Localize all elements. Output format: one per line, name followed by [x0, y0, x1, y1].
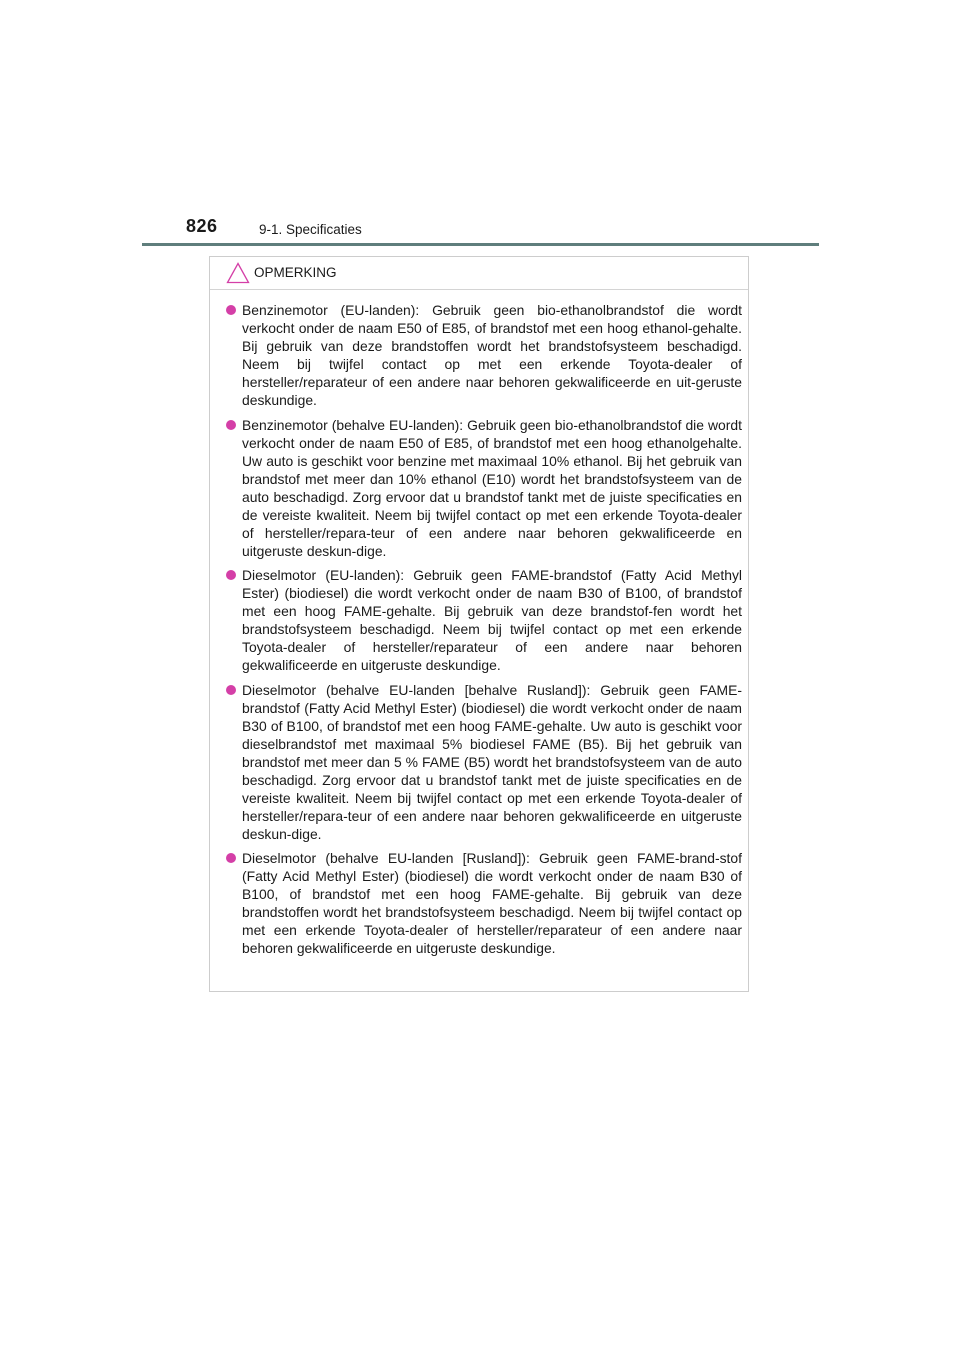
- notice-box: [209, 256, 749, 992]
- bullet-icon: [226, 685, 236, 695]
- list-item: [242, 849, 742, 957]
- bullet-icon: [226, 420, 236, 430]
- bullet-icon: [226, 853, 236, 863]
- notice-title: OPMERKING: [254, 265, 337, 280]
- list-item: [242, 681, 742, 843]
- list-item-text: Dieselmotor (behalve EU-landen [Rusland]): Gebruik geen FAME-brand-stof (Fatty Acid Methyl Ester) (biodiesel) die wordt verkocht onder de naam B30 of B100, of brandstof met een hoog FAME-gehalte. Bij gebruik van deze brandstoffen wordt het brandstofsysteem beschadigd. Neem bij twijfel contact op met een erkende Toyota-dealer of hersteller/reparateur of een andere naar behoren gekwalificeerde en uitgeruste deskundige.: [242, 850, 742, 956]
- list-item: [242, 416, 742, 560]
- header-rule: [142, 243, 819, 246]
- list-item-text: Dieselmotor (EU-landen): Gebruik geen FAME-brandstof (Fatty Acid Methyl Ester) (biodiesel) die wordt verkocht onder de naam B30 of B100, of brandstof met een hoog FAME-gehalte. Bij gebruik van deze brandstof-fen wordt het brandstofsysteem beschadigd. Neem bij twijfel contact op met een erkende Toyota-dealer of hersteller/reparateur of een andere naar behoren gekwalificeerde en uitgeruste deskundige.: [242, 567, 742, 673]
- notice-header: [210, 257, 748, 290]
- page-number: 826: [186, 216, 218, 236]
- list-item: [242, 566, 742, 674]
- bullet-icon: [226, 305, 236, 315]
- bullet-icon: [226, 570, 236, 580]
- list-item-text: Benzinemotor (behalve EU-landen): Gebruik geen bio-ethanolbrandstof die wordt verkocht onder de naam E50 of E85, of brandstof met een hoog ethanolgehalte. Uw auto is geschikt voor benzine met maximaal 10% ethanol. Bij het gebruik van brandstof met meer dan 10% ethanol (E10) wordt het brandstofsysteem van de auto beschadigd. Zorg ervoor dat u brandstof tankt met de juiste specificaties en de vereiste kwaliteit. Neem bij twijfel contact op met een erkende Toyota-dealer of hersteller/repara-teur of een andere naar behoren gekwalificeerde en uitgeruste deskun-dige.: [242, 416, 742, 559]
- list-item: [242, 301, 742, 409]
- list-item-text: Dieselmotor (behalve EU-landen [behalve Rusland]): Gebruik geen FAME-brandstof (Fatty Acid Methyl Ester) (biodiesel) die wordt verkocht onder de naam B30 of B100, of brandstof met een hoog FAME-gehalte. Uw auto is geschikt voor dieselbrandstof met maximaal 5% biodiesel FAME (B5). Bij het gebruik van brandstof met meer dan 5 % FAME (B5) wordt het brandstofsysteem van de auto beschadigd. Zorg ervoor dat u brandstof tankt met de juiste specificaties en de vereiste kwaliteit. Neem bij twijfel contact op met een erkende Toyota-dealer of hersteller/repara-teur of een andere naar behoren gekwalificeerde en uitgeruste deskun-dige.: [242, 681, 742, 842]
- warning-triangle-icon: [226, 262, 250, 284]
- notice-list: [242, 301, 742, 964]
- section-title: 9-1. Specificaties: [259, 222, 362, 237]
- list-item-text: Benzinemotor (EU-landen): Gebruik geen bio-ethanolbrandstof die wordt verkocht onder de naam E50 of E85, of brandstof met een hoog ethanol-gehalte. Bij gebruik van deze brandstoffen wordt het brandstofsysteem beschadigd. Neem bij twijfel contact op met een erkende Toyota-dealer of hersteller/reparateur of een andere naar behoren gekwalificeerde en uit-geruste deskundige.: [242, 302, 742, 408]
